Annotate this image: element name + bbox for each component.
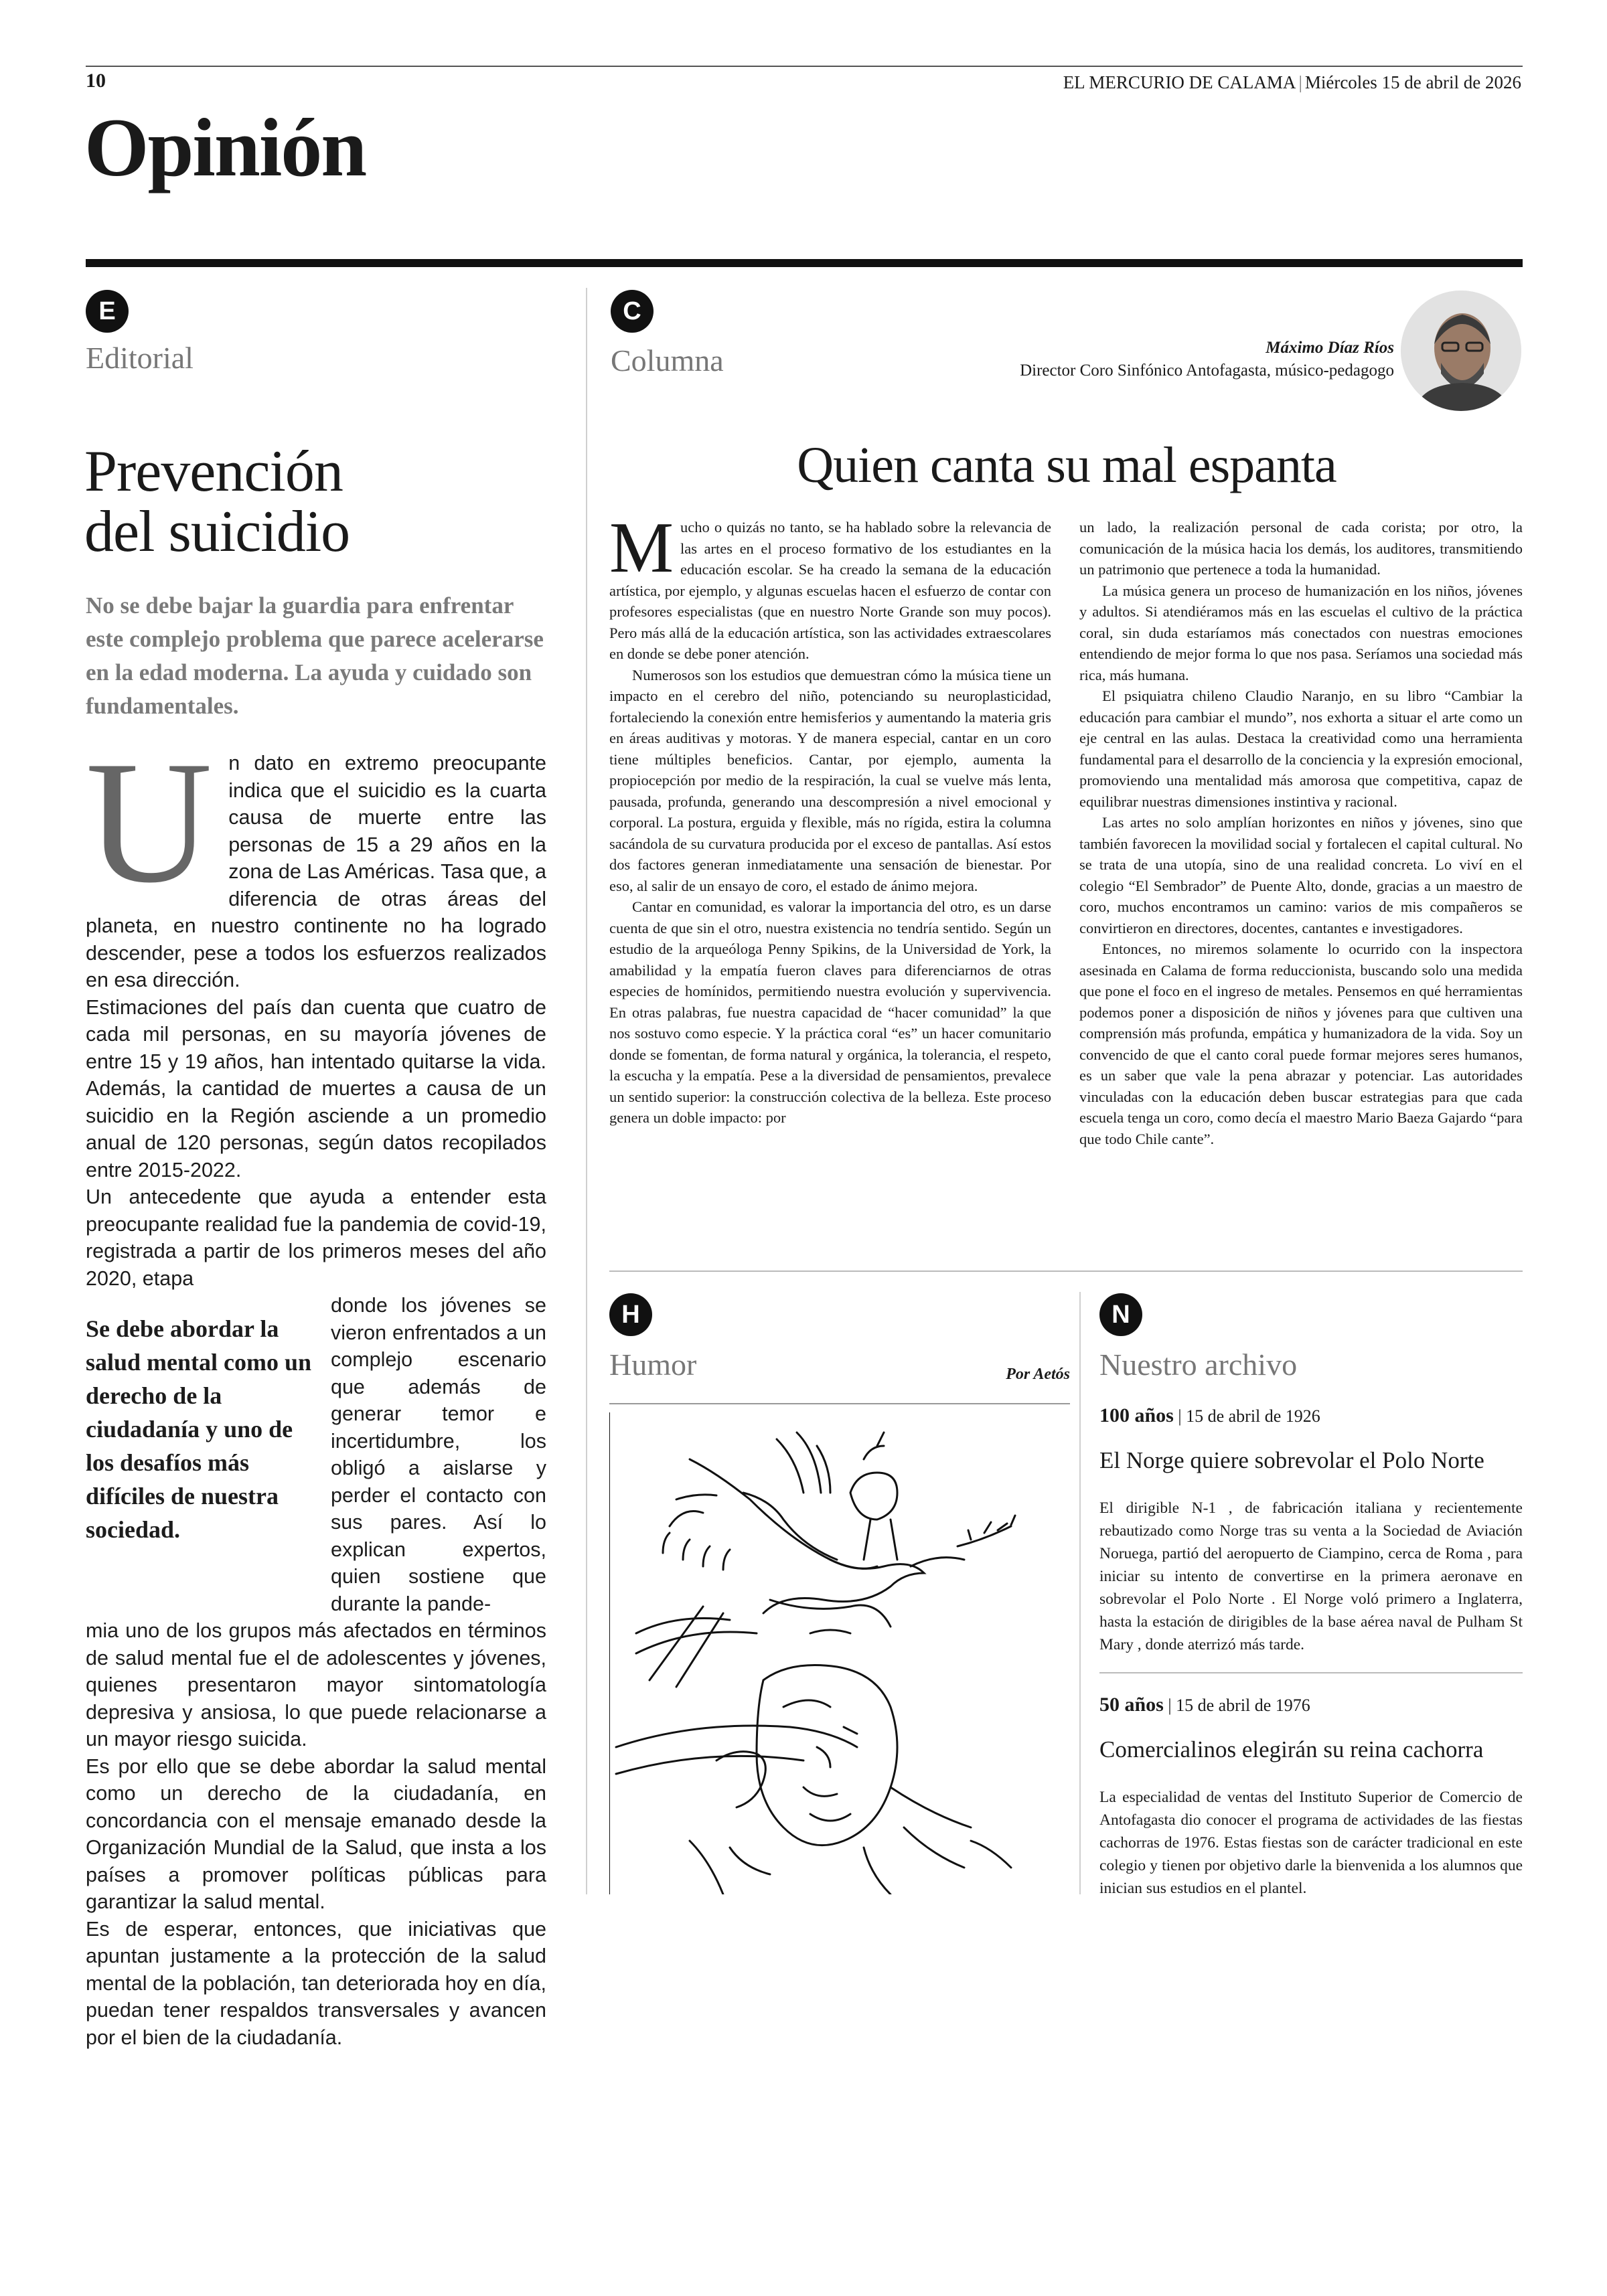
column-paragraph-7: Las artes no solo amplían horizontes en niños y jóvenes, sino que también favorecen la movilidad social y fortalecen el capital cultural. No se trata de una utopía, sino de una realidad concreta. Lo viví en el colegio “El Sembrador” de Puente Alto, donde, gracias a un maestro de coro, muchos encontramos un camino: varios de mis compañeros se convirtieron en directores, docentes, cantantes e investigadores. bbox=[1079, 814, 1523, 936]
editorial-title-line2: del suicidio bbox=[84, 499, 350, 564]
humor-cartoon bbox=[609, 1412, 1070, 1894]
humor-byline: Por Aetós bbox=[1006, 1366, 1070, 1383]
archive-item1-years: 100 años bbox=[1099, 1404, 1174, 1426]
editorial-paragraph-2: Estimaciones del país dan cuenta que cuatro de cada mil personas, en su mayoría jóvenes de entre 15 y 19 años, han intentado quitarse la vida. Además, la cantidad de muertes a causa de un suicidio en la Región asciende a un promedio anual de 120 personas, según datos recopilados entre 2015-2022. bbox=[86, 995, 546, 1181]
column-paragraph-1: Mucho o quizás no tanto, se ha hablado sobre la relevancia de las artes en el proceso formativo de los estudiantes en la educación escolar. Se ha creado la semana de la educación artística, por ejemplo, y algunas escuelas hacen el esfuerzo de contar con profesores especialistas (que en nuestro Norte Grande son muy pocos). Pero más allá de la educación artística, son las actividades extraescolares en donde se debe poner atención. bbox=[609, 508, 1051, 662]
section-title: Opinión bbox=[84, 102, 366, 193]
archive-item1-headline: El Norge quiere sobrevolar el Polo Norte bbox=[1099, 1447, 1484, 1473]
column-right-body bbox=[1079, 517, 1523, 1149]
archive-item1-date: 15 de abril de 1926 bbox=[1186, 1406, 1320, 1426]
archive-item2-date: 15 de abril de 1976 bbox=[1176, 1696, 1310, 1715]
column-badge: C bbox=[611, 290, 654, 333]
column-author: Máximo Díaz Ríos bbox=[1266, 339, 1394, 357]
column-divider-lower bbox=[1079, 1292, 1081, 1894]
archive-item1-meta bbox=[1099, 1404, 1320, 1427]
editorial-kicker: Editorial bbox=[86, 341, 194, 375]
archive-kicker: Nuestro archivo bbox=[1099, 1347, 1298, 1382]
editorial-title bbox=[84, 439, 580, 564]
issue-date: Miércoles 15 de abril de 2026 bbox=[1304, 72, 1521, 92]
humor-kicker: Humor bbox=[609, 1347, 697, 1382]
masthead bbox=[1063, 72, 1521, 93]
column-bottom-rule bbox=[609, 1270, 1523, 1272]
column-dropcap: M bbox=[609, 508, 674, 588]
archive-item1-text: El dirigible N-1 , de fabricación italiana y recientemente rebautizado como Norge tras su venta a la Sociedad de Aviación Noruega, partió del aeropuerto de Ciampino, cerca de Roma , para iniciar su intento de convertirse en la primera aeronave en sobrevolar el Polo Norte . El Norge voló primero a Inglaterra, hasta la estación de dirigibles de la base aérea naval de Pulham St Mary , donde aterrizó más tarde. bbox=[1099, 1499, 1523, 1653]
humor-badge: H bbox=[609, 1293, 652, 1336]
column-paragraph-4: un lado, la realización personal de cada corista; por otro, la comunicación de la música hacia los demás, los auditores, transmitiendo un patrimonio que pertenece a toda la humanidad. bbox=[1079, 519, 1523, 578]
editorial-paragraph-3a: Un antecedente que ayuda a entender esta preocupante realidad fue la pandemia de covid-19, registrada a partir de los primeros meses del año 2020, etapa bbox=[86, 1185, 546, 1290]
column-paragraph-6: El psiquiatra chileno Claudio Naranjo, en su libro “Cambiar la educación para cambiar el mundo”, nos exhorta a situar el arte como un eje central en las aulas. Destaca la creatividad como una herramienta fundamental para el desarrollo de la conciencia y la expresión emocional, promoviendo una mentalidad más amorosa que competitiva, capaz de equilibrar nuestras dimensiones instintiva y racional. bbox=[1079, 687, 1523, 810]
column-paragraph-5: La música genera un proceso de humanización en los niños, jóvenes y adultos. Si atendiéramos más en las escuelas el cultivo de la práctica coral, sin duda estaríamos más conectados con nuestras emociones entendiendo de mejor forma lo que nos pasa. Seríamos una sociedad más rica, más humana. bbox=[1079, 582, 1523, 683]
editorial-dropcap: U bbox=[86, 725, 213, 919]
editorial-lead: No se debe bajar la guardia para enfrentar este complejo problema que parece acelerarse en la edad moderna. La ayuda y cuidado son fundamentales. bbox=[86, 592, 544, 719]
column-divider bbox=[586, 288, 587, 1894]
editorial-paragraph-4: Es por ello que se debe abordar la salud mental como un derecho de la ciudadanía, en concordancia con el mensaje emanado desde la Organización Mundial de la Salud, que insta a los países a promover políticas públicas para garantizar la salud mental. bbox=[86, 1754, 546, 1913]
column-paragraph-2: Numerosos son los estudios que demuestran cómo la música tiene un impacto en el cerebro del niño, potenciando su neuroplasticidad, fortaleciendo la conexión entre hemisferios y aumentando la materia gris en áreas auditivas y motoras. Y de manera especial, cantar en un coro tiene múltiples beneficios. Cantar, por ejemplo, aumenta la propiocepción por medio de la respiración, la cual se vuelve más lenta, pausada, profunda, generando una descompresión a nivel emocional y corporal. La postura, erguida y flexible, más no rígida, estira la columna sacándola de su curvatura producida por el exceso de pantallas. Así estos dos factores generan inmediatamente una sensación de bienestar. Por eso, al salir de un ensayo de coro, el estado de ánimo mejora. bbox=[609, 666, 1051, 894]
column-title: Quien canta su mal espanta bbox=[797, 437, 1336, 493]
humor-rule bbox=[609, 1403, 1070, 1404]
editorial-paragraph-1: Un dato en extremo preocupante indica que el suicidio es la cuarta causa de muerte entre las personas de 15 a 29 años en la zona de Las Américas. Tasa que, a diferencia de otras áreas del planeta, en nuestro continente no ha logrado descender, pese a todos los esfuerzos realizados en esa dirección. bbox=[86, 725, 546, 991]
archive-item2-years: 50 años bbox=[1099, 1694, 1164, 1716]
archive-item1-sep: | bbox=[1178, 1406, 1182, 1426]
editorial-paragraph-3c: mia uno de los grupos más afectados en términos de salud mental fue el de adolescentes y jóvenes, quienes presentaron mayor sintomatología depresiva y ansiosa, lo que puede relacionarse a un mayor riesgo suicida. bbox=[86, 1619, 546, 1750]
cartoon-illustration-icon bbox=[609, 1412, 1070, 1894]
archive-badge: N bbox=[1099, 1293, 1142, 1336]
column-author-block bbox=[937, 339, 1394, 380]
archive-item2-sep: | bbox=[1168, 1696, 1172, 1715]
archive-item2-text: La especialidad de ventas del Instituto Superior de Comercio de Antofagasta dio conocer el programa de actividades de las fiestas cachorras de 1976. Estas fiestas son de carácter tradicional en este colegio y tienen por objetivo darle la bienvenida a los alumnos que inician sus estudios en el plantel. bbox=[1099, 1789, 1523, 1897]
paper-name: EL MERCURIO DE CALAMA bbox=[1063, 72, 1296, 92]
author-photo-icon bbox=[1401, 291, 1521, 411]
editorial-body bbox=[86, 725, 546, 2051]
editorial-pull-quote: Se debe abordar la salud mental como un derecho de la ciudadanía y uno de los desafíos más difíciles de nuestra sociedad. bbox=[86, 1315, 312, 1543]
column-paragraph-3: Cantar en comunidad, es valorar la importancia del otro, es un darse cuenta de que sin el otro, nuestra existencia no tendría sentido. Según un estudio de la arqueóloga Penny Spikins, de la Universidad de York, la amabilidad y la empatía fueron claves para diferenciarnos de otras especies de homínidos, permitiendo nuestra evolución y supervivencia. En otras palabras, fue nuestra capacidad de “hacer comunidad” la que nos sostuvo como especie. Y la práctica coral “es” un hacer comunitario donde se fomentan, de forma natural y orgánica, la tolerancia, el respeto, la escucha y la empatía. Pese a la diversidad de pensamientos, prevalece un sentido superior: la construcción colectiva de la belleza. Este proceso genera un doble impacto: por bbox=[609, 898, 1051, 1126]
header-rule bbox=[86, 66, 1523, 67]
column-left-body bbox=[609, 508, 1051, 1129]
section-rule bbox=[86, 259, 1523, 267]
archive-divider bbox=[1099, 1672, 1523, 1673]
column-paragraph-8: Entonces, no miremos solamente lo ocurrido con la inspectora asesinada en Calama de forma reduccionista, buscando solo una medida que pone el foco en el ingreso de metales. Pensemos en qué herramientas podemos poner a disposición de niños y jóvenes para que cultiven una comprensión más profunda, empática y humanizadora de la vida. Soy un convencido de que el canto coral puede formar mejores seres humanos, es un saber que vale la pena abrazar y potenciar. Las autoridades vinculadas con la educación deben buscar estrategias para que cada escuela tenga un coro, como decía el maestro Mario Baeza Gajardo “para que todo Chile cante”. bbox=[1079, 940, 1523, 1147]
author-avatar bbox=[1401, 291, 1521, 411]
editorial-paragraph-3b: donde los jóvenes se vieron enfrentados a un complejo escenario que además de generar temor e incertidumbre, los obligó a aislarse y perder el contacto con sus pares. Así lo explican expertos, quien sostiene que durante la pande- bbox=[331, 1294, 546, 1615]
archive-item2-headline: Comercialinos elegirán su reina cachorra bbox=[1099, 1736, 1484, 1762]
editorial-paragraph-5: Es de esperar, entonces, que iniciativas que apuntan justamente a la protección de la salud mental de la población, tan deteriorada hoy en día, puedan tener respaldos transversales y avancen por el bien de la ciudadanía. bbox=[86, 1917, 546, 2049]
column-author-role: Director Coro Sinfónico Antofagasta, músico-pedagogo bbox=[1020, 361, 1394, 380]
column-kicker: Columna bbox=[611, 343, 724, 378]
archive-item2-meta bbox=[1099, 1694, 1310, 1716]
masthead-separator: | bbox=[1298, 72, 1302, 92]
page-number: 10 bbox=[86, 70, 106, 92]
editorial-title-line1: Prevención bbox=[84, 439, 343, 504]
editorial-badge: E bbox=[86, 290, 129, 333]
